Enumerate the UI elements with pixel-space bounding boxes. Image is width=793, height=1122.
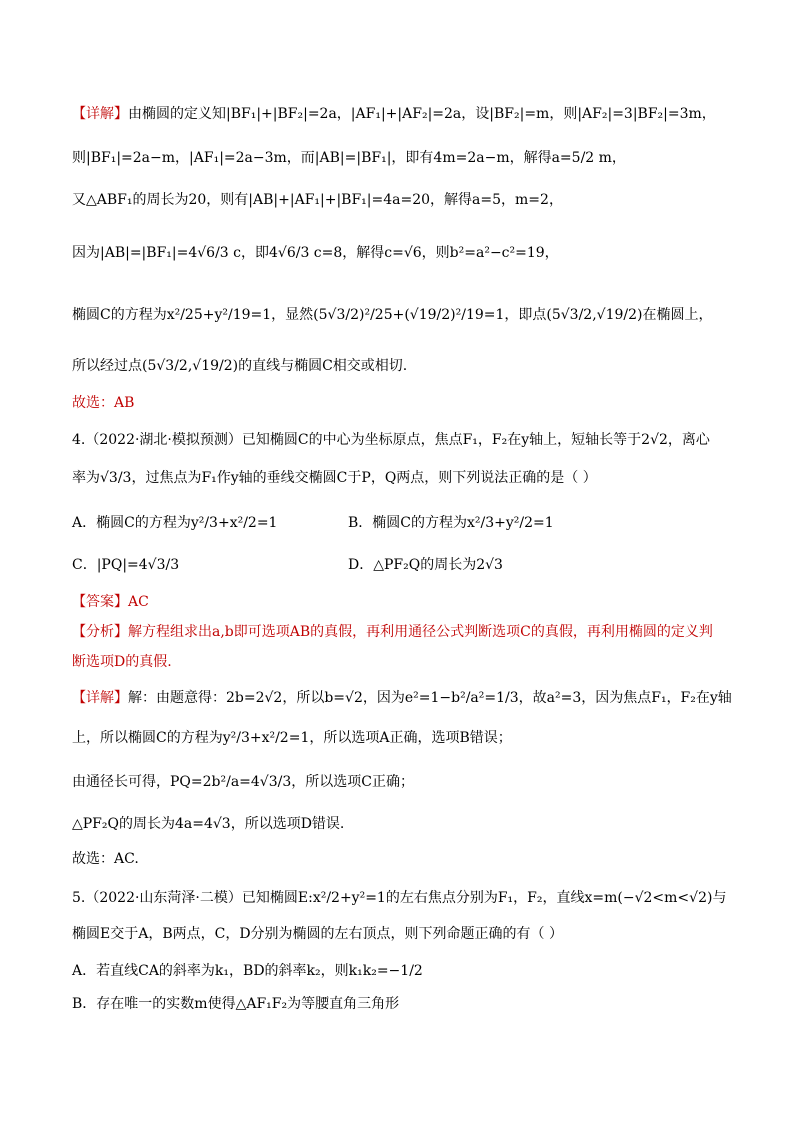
detail-line-2: 则|BF₁|=2a−m，|AF₁|=2a−3m，而|AB|=|BF₁|，即有4m=2a−m，解得a=5/2 m， [72,150,626,166]
detail-tag: 【详解】 [72,106,128,122]
detail-line-5: 椭圆C的方程为x²/25+y²/19=1，显然(5√3/2)²/25+(√19/2)²/19=1，即点(5√3/2,√19/2)在椭圆上， [72,307,713,323]
q5-option-b: B．存在唯一的实数m使得△AF₁F₂为等腰直角三角形 [72,996,400,1012]
detail-line-4: 因为|AB|=|BF₁|=4√6/3 c，即4√6/3 c=8，解得c=√6，则b²=a²−c²=19， [72,245,559,261]
q4-option-d: D．△PF₂Q的周长为2√3 [348,557,503,573]
answer-choice-1: 故选：AB [72,395,135,411]
q4-detail-line-2: 上，所以椭圆C的方程为y²/3+x²/2=1，所以选项A正确，选项B错误； [72,730,512,746]
q4-analysis-line-2: 断选项D的真假. [72,654,172,670]
q4-option-a: A．椭圆C的方程为y²/3+x²/2=1 [72,515,278,531]
q4-detail-line-4: △PF₂Q的周长为4a=4√3，所以选项D错误. [72,816,345,832]
detail-line-3: 又△ABF₁的周长为20，则有|AB|+|AF₁|+|BF₁|=4a=20，解得a=5，m=2， [72,192,563,208]
q4-choice: 故选：AC. [72,851,139,867]
q4-detail-line-1: 【详解】解：由题意得：2b=2√2，所以b=√2，因为e²=1−b²/a²=1/3，故a²=3，因为焦点F₁，F₂在y轴 [72,690,732,706]
question-4-line-1: 4.（2022·湖北·模拟预测）已知椭圆C的中心为坐标原点，焦点F₁，F₂在y轴上，短轴长等于2√2，离心 [72,432,710,448]
q4-detail-line-3: 由通径长可得，PQ=2b²/a=4√3/3，所以选项C正确； [72,774,414,790]
q4-analysis-line-1: 【分析】解方程组求出a,b即可选项AB的真假，再利用通径公式判断选项C的真假，再利用椭圆的定义判 [72,624,713,640]
q5-option-a: A．若直线CA的斜率为k₁，BD的斜率k₂，则k₁k₂=−1/2 [72,963,423,979]
question-4-line-2: 率为√3/3，过焦点为F₁作y轴的垂线交椭圆C于P，Q两点，则下列说法正确的是（ ） [72,470,597,486]
question-5-line-2: 椭圆E交于A，B两点，C，D分别为椭圆的左右顶点，则下列命题正确的有（ ） [72,926,564,942]
q4-option-b: B．椭圆C的方程为x²/3+y²/2=1 [348,515,554,531]
q4-option-c: C．|PQ|=4√3/3 [72,557,180,573]
detail-line-6: 所以经过点(5√3/2,√19/2)的直线与椭圆C相交或相切. [72,358,408,374]
question-5-line-1: 5.（2022·山东菏泽·二模）已知椭圆E:x²/2+y²=1的左右焦点分别为F₁，F₂，直线x=m(−√2<m<√2)与 [72,890,727,906]
q4-answer: 【答案】AC [72,594,149,610]
detail-line-1: 【详解】由椭圆的定义知|BF₁|+|BF₂|=2a，|AF₁|+|AF₂|=2a，设|BF₂|=m，则|AF₂|=3|BF₂|=3m， [72,106,716,122]
